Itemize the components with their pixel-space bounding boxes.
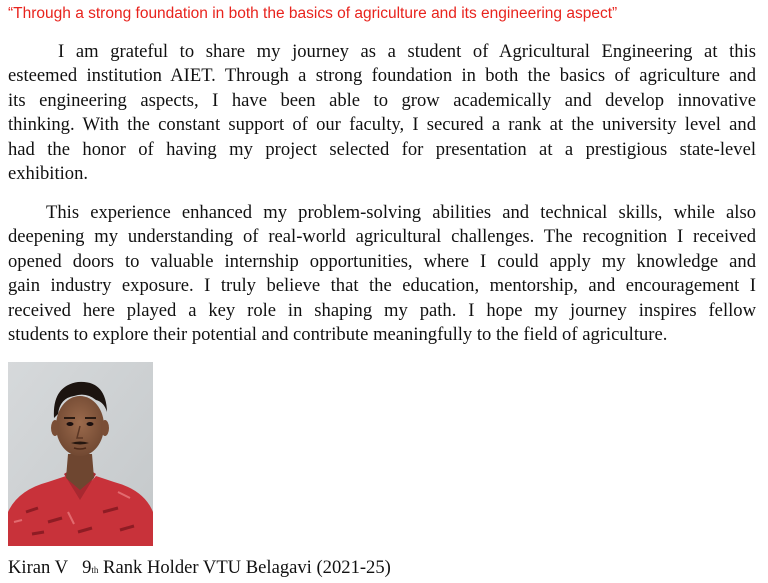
rank-text: Rank Holder VTU Belagavi (2021-25) bbox=[103, 557, 391, 578]
paragraph-line: I am grateful to share my journey as a student of Agricultural Engineering at this bbox=[58, 41, 756, 62]
paragraph-line: received here played a key role in shaping my path. I hope my journey inspires fellow bbox=[8, 299, 756, 321]
student-name: Kiran V bbox=[8, 557, 69, 578]
paragraph-line: This experience enhanced my problem-solving abilities and technical skills, while also bbox=[46, 202, 756, 223]
paragraph-line: had the honor of having my project selected for presentation at a prestigious state-level bbox=[8, 138, 756, 160]
paragraph-line: exhibition. bbox=[8, 163, 89, 185]
paragraph-line: esteemed institution AIET. Through a strong foundation in both the basics of agriculture and bbox=[8, 65, 756, 87]
rank-suffix: th bbox=[91, 565, 99, 575]
student-portrait-image bbox=[8, 362, 153, 546]
paragraph-line: opened doors to valuable internship opportunities, where I could apply my knowledge and bbox=[8, 250, 756, 272]
testimonial-quote: “Through a strong foundation in both the basics of agriculture and its engineering aspect” bbox=[8, 5, 618, 22]
testimonial-paragraph-2 bbox=[8, 201, 756, 347]
paragraph-line: its engineering aspects, I have been able to grow academically and develop innovative bbox=[8, 89, 756, 111]
paragraph-line: students to explore their potential and contribute meaningfully to the field of agriculture. bbox=[8, 324, 668, 346]
student-caption bbox=[8, 557, 391, 579]
testimonial-paragraph-1 bbox=[8, 40, 756, 186]
paragraph-line: gain industry exposure. I truly believe that the education, mentorship, and encouragement I bbox=[8, 275, 756, 297]
student-photo bbox=[8, 362, 153, 546]
paragraph-line: deepening my understanding of real-world agricultural challenges. The recognition I received bbox=[8, 226, 756, 248]
paragraph-line: thinking. With the constant support of our faculty, I secured a rank at the university level and bbox=[8, 114, 756, 136]
rank-number: 9 bbox=[82, 557, 92, 578]
